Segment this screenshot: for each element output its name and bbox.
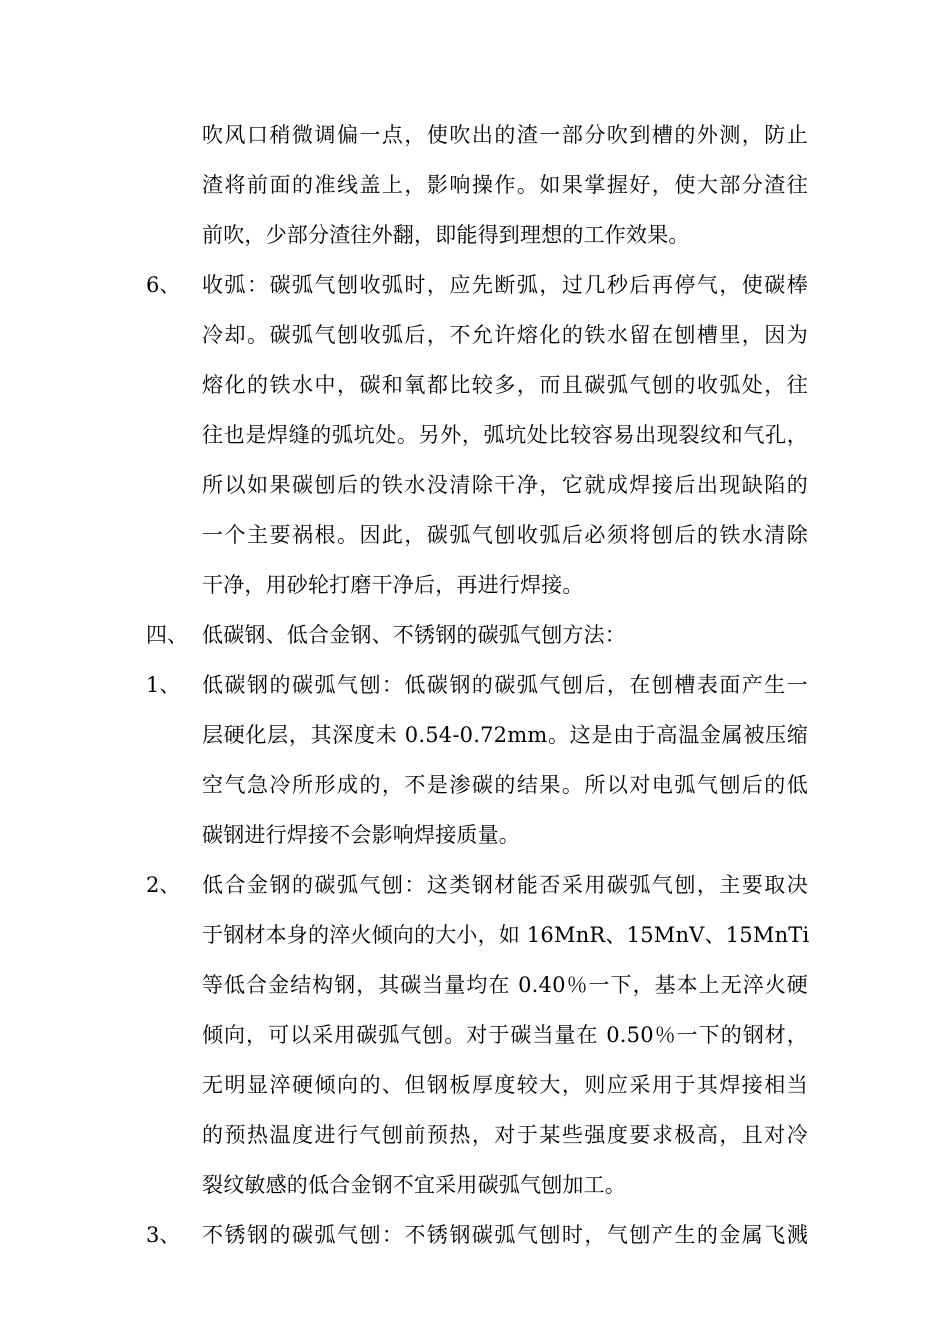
paragraph-line: 无明显淬硬倾向的、但钢板厚度较大，则应采用于其焊接相当 — [202, 1073, 808, 1097]
paragraph-line: 一个主要祸根。因此，碳弧气刨收弧后必须将刨后的铁水清除 — [202, 523, 808, 547]
section-heading: 低碳钢、低合金钢、不锈钢的碳弧气刨方法： — [202, 623, 626, 647]
paragraph-line: 所以如果碳刨后的铁水没清除干净，它就成焊接后出现缺陷的 — [202, 473, 808, 497]
paragraph-line: 层硬化层，其深度未 0.54-0.72mm。这是由于高温金属被压缩 — [202, 723, 808, 747]
paragraph-line: 不锈钢的碳弧气刨：不锈钢碳弧气刨时，气刨产生的金属飞溅 — [202, 1223, 808, 1247]
paragraph-line: 前吹，少部分渣往外翻，即能得到理想的工作效果。 — [202, 223, 690, 247]
list-marker-3: 3、 — [146, 1223, 181, 1247]
paragraph-line: 熔化的铁水中，碳和氧都比较多，而且碳弧气刨的收弧处，往 — [202, 373, 808, 397]
paragraph-line: 于钢材本身的淬火倾向的大小，如 16MnR、15MnV、15MnTi — [202, 923, 810, 947]
paragraph-line: 冷却。碳弧气刨收弧后，不允许熔化的铁水留在刨槽里，因为 — [202, 323, 808, 347]
paragraph-line: 碳钢进行焊接不会影响焊接质量。 — [202, 823, 520, 847]
paragraph-line: 渣将前面的准线盖上，影响操作。如果掌握好，使大部分渣往 — [202, 173, 808, 197]
paragraph-line: 的预热温度进行气刨前预热，对于某些强度要求极高，且对冷 — [202, 1123, 808, 1147]
paragraph-line: 等低合金结构钢，其碳当量均在 0.40％一下，基本上无淬火硬 — [202, 973, 808, 997]
paragraph-line: 低碳钢的碳弧气刨：低碳钢的碳弧气刨后，在刨槽表面产生一 — [202, 673, 808, 697]
list-marker-1: 1、 — [146, 673, 181, 697]
list-marker-6: 6、 — [146, 273, 181, 297]
section-marker-4: 四、 — [146, 623, 188, 647]
paragraph-line: 低合金钢的碳弧气刨：这类钢材能否采用碳弧气刨，主要取决 — [202, 873, 808, 897]
paragraph-line: 干净，用砂轮打磨干净后，再进行焊接。 — [202, 573, 584, 597]
list-marker-2: 2、 — [146, 873, 181, 897]
paragraph-line: 倾向，可以采用碳弧气刨。对于碳当量在 0.50％一下的钢材， — [202, 1023, 808, 1047]
paragraph-line: 裂纹敏感的低合金钢不宜采用碳弧气刨加工。 — [202, 1173, 626, 1197]
paragraph-line: 往也是焊缝的弧坑处。另外，弧坑处比较容易出现裂纹和气孔， — [202, 423, 808, 447]
paragraph-line: 空气急冷所形成的，不是渗碳的结果。所以对电弧气刨后的低 — [202, 773, 808, 797]
paragraph-line: 吹风口稍微调偏一点，使吹出的渣一部分吹到槽的外测，防止 — [202, 123, 808, 147]
paragraph-line: 收弧：碳弧气刨收弧时，应先断弧，过几秒后再停气，使碳棒 — [202, 273, 808, 297]
